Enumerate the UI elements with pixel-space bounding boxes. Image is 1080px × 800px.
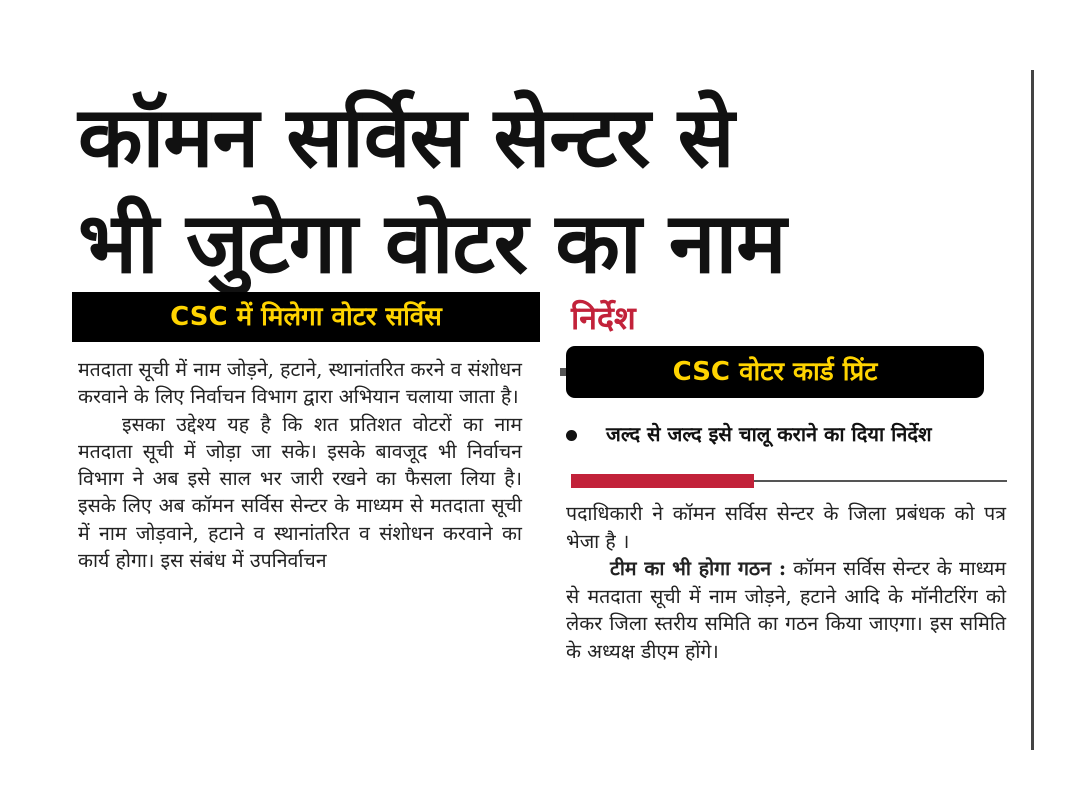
bullet-text: जल्द से जल्द इसे चालू कराने का दिया निर्देश [606, 422, 932, 446]
right-paragraph-2 [566, 555, 1006, 665]
headline-line-2: भी जुटेगा वोटर का नाम [78, 194, 786, 292]
left-column [78, 356, 522, 574]
column-divider [1031, 70, 1034, 750]
headline-line-1: कॉमन सर्विस सेन्टर से [78, 88, 734, 186]
right-paragraph-2-text: कॉमन सर्विस सेन्टर के माध्यम से मतदाता सूची में नाम जोड़ने, हटाने आदि के मॉनीटरिंग को लेकर जिला स्तरीय समिति का गठन किया जाएगा। इस समिति के अध्यक्ष डीएम होंगे। [566, 557, 1006, 663]
right-paragraph-1: पदाधिकारी ने कॉमन सर्विस सेन्टर के जिला प्रबंधक को पत्र भेजा है । [566, 502, 1006, 553]
section-rule [571, 474, 1007, 488]
section-kicker: निर्देश [571, 299, 636, 337]
left-paragraph-2: इसका उद्देश्य यह है कि शत प्रतिशत वोटरों का नाम मतदाता सूची में जोड़ा जा सके। इसके बावजूद भी निर्वाचन विभाग ने अब इसे साल भर जारी रखने का फैसला लिया है। इसके लिए अब कॉमन सर्विस सेन्टर के माध्यम से मतदाता सूची में नाम जोड़वाने, हटाने व स्थानांतरित व संशोधन करवाने का कार्य होगा। इस संबंध में उपनिर्वाचन [78, 412, 522, 573]
bullet-point [566, 420, 1006, 449]
subhead-banner-left: CSC में मिलेगा वोटर सर्विस [72, 292, 540, 342]
subsection-heading: टीम का भी होगा गठन : [610, 557, 787, 580]
left-paragraph-1: मतदाता सूची में नाम जोड़ने, हटाने, स्थानांतरित करने व संशोधन करवाने के लिए निर्वाचन विभाग द्वारा अभियान चलाया जाता है। [78, 358, 522, 409]
section-rule-accent [571, 474, 754, 488]
right-column [566, 500, 1006, 665]
bullet-icon [566, 430, 577, 441]
section-rule-line [754, 480, 1007, 482]
subhead-banner-right: CSC वोटर कार्ड प्रिंट [566, 346, 984, 398]
headline [78, 84, 958, 296]
